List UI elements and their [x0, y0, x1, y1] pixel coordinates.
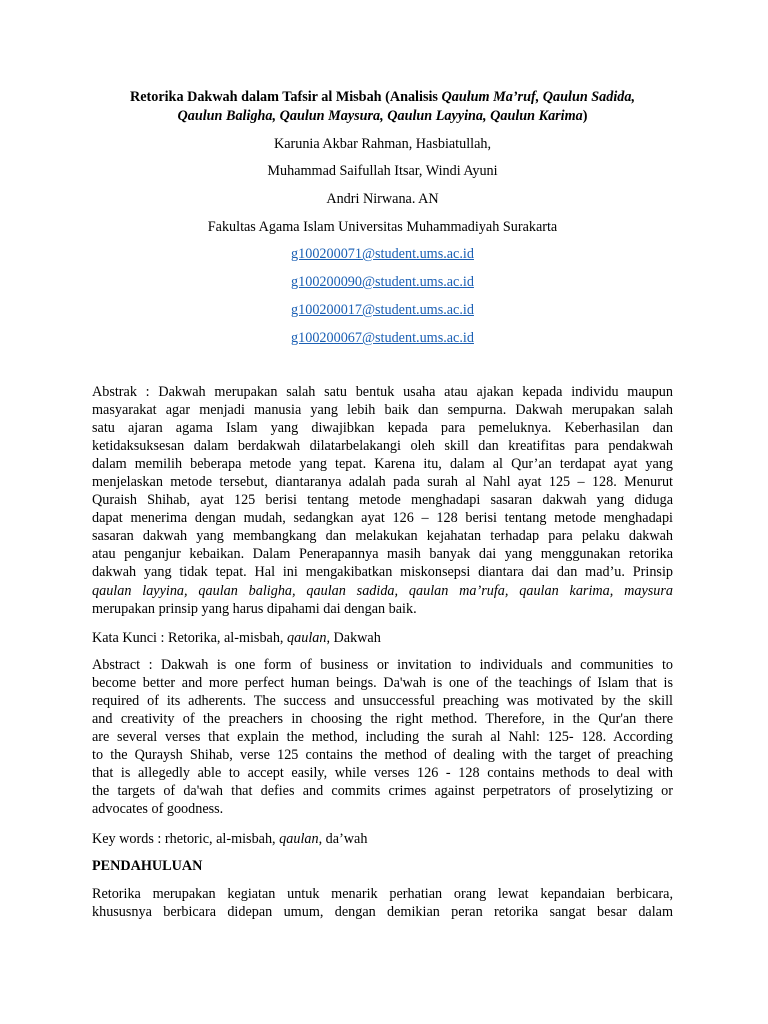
kata-kunci-italic: qaulan — [287, 630, 327, 646]
abstrak-line: satu ajaran agama Islam yang diwajibkan kepada para pemeluknya. Keberhasilan dan — [92, 420, 673, 437]
abstract-line: become better and more perfect human beings. Da'wah is one of the teachings of Islam that is — [92, 675, 673, 692]
kata-kunci — [92, 629, 673, 647]
abstrak-paragraph — [92, 383, 673, 618]
authors-line-1: Karunia Akbar Rahman, Hasbiatullah, — [273, 136, 492, 152]
email-link-2[interactable]: g100200090@student.ums.ac.id — [291, 274, 474, 290]
abstract-line: Abstract : Dakwah is one form of business or invitation to individuals and communities to — [92, 657, 673, 673]
title-line2-close: ) — [582, 108, 588, 124]
title-line1-italic: Qaulum Ma’ruf, Qaulun Sadida, — [441, 89, 636, 105]
abstrak-line: menjelaskan metode tersebut, diantaranya adalah pada surah al Nahl ayat 125 – 128. Menurut — [92, 474, 673, 491]
abstract-line: that is allegedly able to accept easily, while verses 126 - 128 contains methods to deal with — [92, 765, 673, 782]
abstract-line: are several verses that explain the method, including the surah al Nahl: 125- 128. According — [92, 729, 673, 746]
abstrak-line: sasaran dakwah yang membangkang dan melakukan kejahatan terhadap para pelaku dakwah — [92, 528, 673, 545]
email-link-4[interactable]: g100200067@student.ums.ac.id — [291, 330, 474, 346]
key-words-suffix: , da’wah — [318, 831, 368, 847]
abstract-paragraph — [92, 656, 673, 818]
section-heading: PENDAHULUAN — [92, 858, 203, 874]
email-link-3[interactable]: g100200017@student.ums.ac.id — [291, 302, 474, 318]
key-words-prefix: Key words : rhetoric, al-misbah, — [92, 831, 280, 847]
abstrak-last-line: merupakan prinsip yang harus dipahami dai dengan baik. — [92, 600, 417, 617]
abstract-line: the targets of da'wah that defies and commits crimes against perpetrators of proselytizing or — [92, 783, 673, 800]
abstract-line: and creativity of the preachers in choosing the right method. Therefore, in the Qur'an there — [92, 711, 673, 728]
paper-title — [92, 88, 673, 126]
key-words — [92, 830, 673, 848]
abstract-line: to the Quraysh Shihab, verse 125 contains the method of dealing with the target of preaching — [92, 747, 673, 764]
intro-paragraph — [92, 885, 673, 921]
abstrak-line: Abstrak : Dakwah merupakan salah satu bentuk usaha atau ajakan kepada individu maupun — [92, 384, 673, 400]
title-line2-italic: Qaulun Baligha, Qaulun Maysura, Qaulun Layyina, Qaulun Karima — [177, 108, 583, 124]
abstrak-line: ketidaksuksesan dalam berdakwah dilatarbelakangi oleh skill dan kreatifitas para pendakwah — [92, 438, 673, 455]
abstrak-line: dakwah yang tidak tepat. Hal ini mengakibatkan miskonsepsi diantara dai dan mad’u. Prinsip — [92, 564, 673, 581]
key-words-italic: qaulan — [279, 831, 319, 847]
intro-line: khususnya berbicara didepan umum, dengan demikian peran retorika sangat besar dalam — [92, 904, 673, 921]
title-line1-plain: Retorika Dakwah dalam Tafsir al Misbah (Analisis — [129, 89, 442, 105]
abstrak-line: dalam memilih beberapa metode yang tepat. Karena itu, dalam al Qur’an terdapat ayat yang — [92, 456, 673, 473]
authors-line-3: Andri Nirwana. AN — [326, 191, 439, 207]
abstrak-italic-line: qaulan layyina, qaulan baligha, qaulan sadida, qaulan ma’rufa, qaulan karima, maysura — [92, 582, 673, 599]
kata-kunci-suffix: , Dakwah — [326, 630, 381, 646]
abstrak-line: masyarakat agar menjadi manusia yang lebih baik dan sempurna. Dakwah merupakan salah — [92, 402, 673, 419]
kata-kunci-prefix: Kata Kunci : Retorika, al-misbah, — [92, 630, 288, 646]
intro-line: Retorika merupakan kegiatan untuk menarik perhatian orang lewat kepandaian berbicara, — [92, 886, 673, 902]
affiliation: Fakultas Agama Islam Universitas Muhammadiyah Surakarta — [207, 219, 558, 235]
authors-line-2: Muhammad Saifullah Itsar, Windi Ayuni — [267, 163, 498, 179]
abstract-last-line: advocates of goodness. — [92, 801, 224, 818]
abstrak-line: Quraish Shihab, ayat 125 berisi tentang metode menghadapi sasaran dakwah yang diduga — [92, 492, 673, 509]
abstract-line: required of its adherents. The success and unsuccessful preaching was motivated by the skill — [92, 693, 673, 710]
abstrak-line: atau penganjur kebaikan. Dalam Penerapannya masih banyak dai yang menggunakan retorika — [92, 546, 673, 563]
email-link-1[interactable]: g100200071@student.ums.ac.id — [291, 246, 474, 262]
abstrak-line: dapat menerima dengan mudah, sedangkan ayat 126 – 128 berisi tentang metode menghadapi — [92, 510, 673, 527]
